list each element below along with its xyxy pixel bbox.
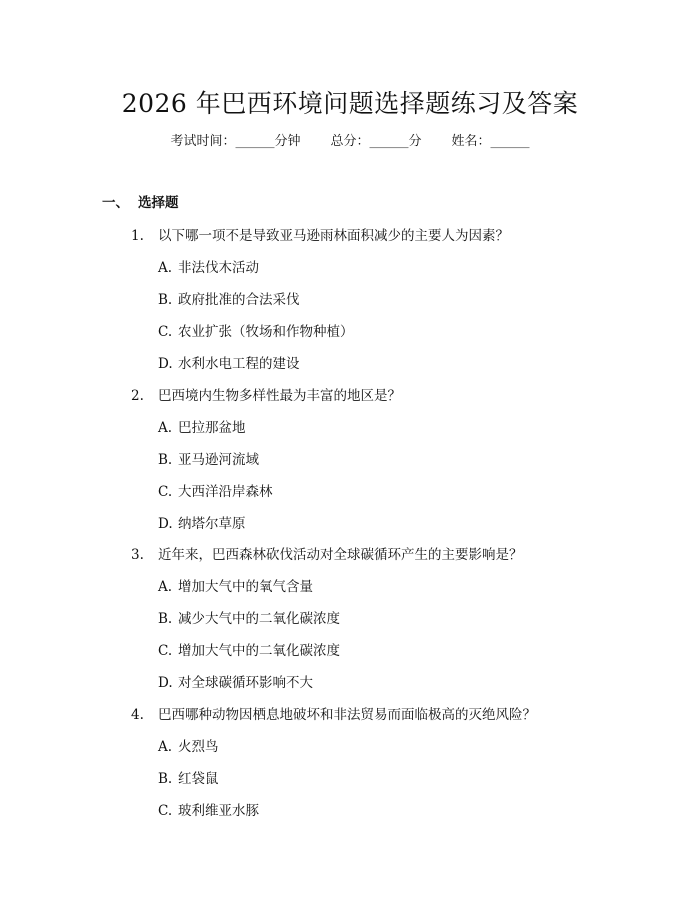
- option-letter: D.: [158, 516, 173, 532]
- question-4-option-a: [158, 735, 219, 755]
- option-letter: C.: [158, 803, 173, 819]
- name-label: 姓名：: [451, 134, 491, 149]
- option-text: 增加大气中的二氧化碳浓度: [178, 643, 340, 659]
- option-letter: A.: [158, 579, 173, 595]
- name-blank: ______: [490, 134, 530, 149]
- question-2-option-d: [158, 512, 246, 532]
- question-number: 2.: [131, 388, 144, 404]
- question-2-option-b: [158, 448, 259, 468]
- question-3-option-a: [158, 575, 313, 595]
- option-letter: A.: [158, 260, 173, 276]
- question-2: [131, 384, 401, 404]
- option-letter: B.: [158, 452, 173, 468]
- time-blank: ______: [235, 134, 275, 149]
- exam-meta-line: [0, 130, 700, 149]
- time-unit: 分钟: [274, 134, 301, 149]
- question-1-option-d: [158, 352, 300, 372]
- question-1-option-b: [158, 288, 300, 308]
- option-letter: A.: [158, 420, 173, 436]
- option-text: 红袋鼠: [178, 771, 219, 787]
- option-text: 水利水电工程的建设: [178, 356, 300, 372]
- question-text: 近年来，巴西森林砍伐活动对全球碳循环产生的主要影响是？: [158, 547, 523, 563]
- question-2-option-a: [158, 416, 246, 436]
- page-title: 2026 年巴西环境问题选择题练习及答案: [121, 89, 579, 118]
- question-number: 4.: [131, 707, 144, 723]
- option-text: 非法伐木活动: [178, 260, 259, 276]
- question-3-option-b: [158, 607, 340, 627]
- option-text: 火烈鸟: [178, 739, 219, 755]
- option-text: 农业扩张（牧场和作物种植）: [178, 324, 354, 340]
- question-3-option-d: [158, 671, 313, 691]
- option-text: 亚马逊河流域: [178, 452, 259, 468]
- question-text: 巴西境内生物多样性最为丰富的地区是？: [158, 388, 401, 404]
- score-label: 总分：: [330, 134, 370, 149]
- section-number: 一、: [102, 195, 129, 211]
- option-letter: D.: [158, 675, 173, 691]
- section-title: 选择题: [138, 195, 179, 211]
- option-text: 纳塔尔草原: [178, 516, 246, 532]
- score-unit: 分: [408, 134, 422, 149]
- question-number: 3.: [131, 547, 144, 563]
- question-text: 巴西哪种动物因栖息地破坏和非法贸易而面临极高的灭绝风险？: [158, 707, 536, 723]
- option-text: 对全球碳循环影响不大: [178, 675, 313, 691]
- option-text: 玻利维亚水豚: [178, 803, 259, 819]
- question-3: [131, 543, 523, 563]
- question-4-option-c: [158, 799, 259, 819]
- option-letter: A.: [158, 739, 173, 755]
- question-4: [131, 703, 536, 723]
- option-letter: C.: [158, 484, 173, 500]
- option-text: 巴拉那盆地: [178, 420, 246, 436]
- option-letter: B.: [158, 292, 173, 308]
- option-letter: B.: [158, 611, 173, 627]
- question-1-option-c: [158, 320, 354, 340]
- question-1-option-a: [158, 256, 259, 276]
- option-letter: C.: [158, 643, 173, 659]
- option-text: 增加大气中的氧气含量: [178, 579, 313, 595]
- question-2-option-c: [158, 480, 273, 500]
- question-number: 1.: [131, 228, 144, 244]
- option-letter: C.: [158, 324, 173, 340]
- question-4-option-b: [158, 767, 219, 787]
- option-letter: D.: [158, 356, 173, 372]
- option-text: 减少大气中的二氧化碳浓度: [178, 611, 340, 627]
- score-blank: ______: [369, 134, 409, 149]
- option-text: 政府批准的合法采伐: [178, 292, 300, 308]
- section-heading: [102, 191, 179, 211]
- option-text: 大西洋沿岸森林: [178, 484, 273, 500]
- question-text: 以下哪一项不是导致亚马逊雨林面积减少的主要人为因素？: [158, 228, 509, 244]
- option-letter: B.: [158, 771, 173, 787]
- question-3-option-c: [158, 639, 340, 659]
- time-label: 考试时间：: [170, 134, 236, 149]
- question-1: [131, 224, 509, 244]
